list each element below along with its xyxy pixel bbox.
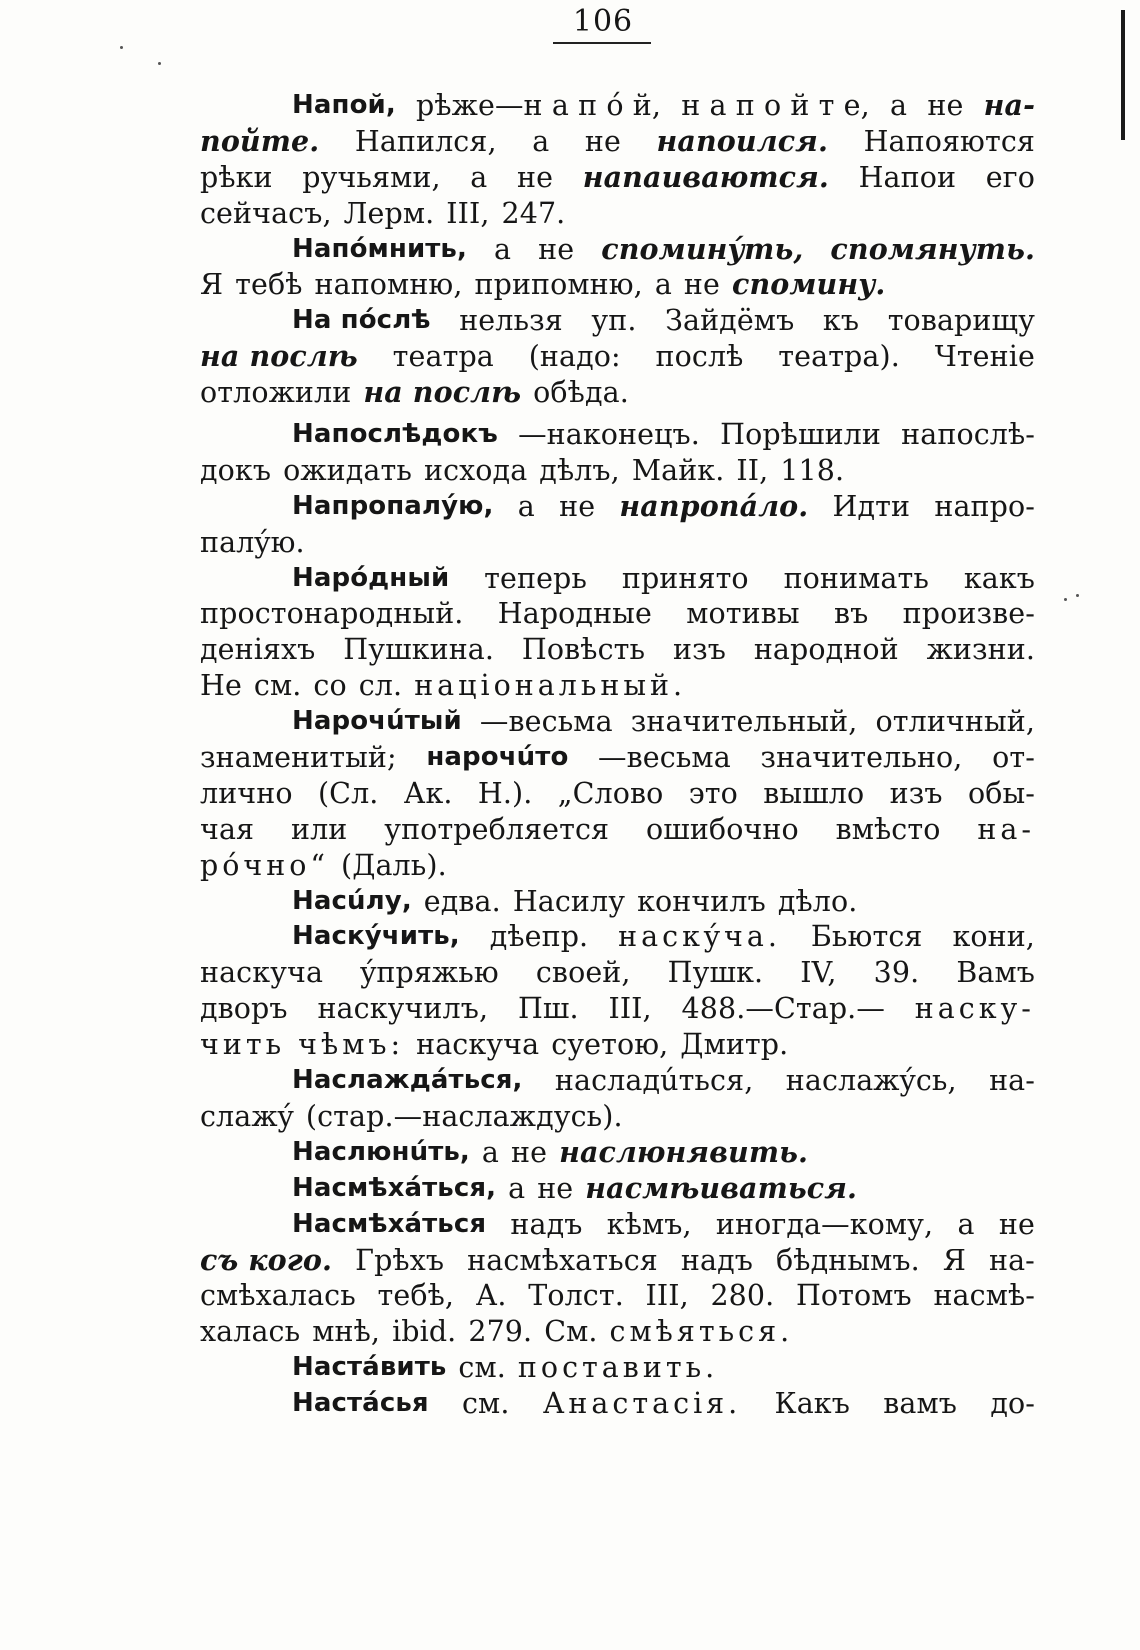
headword: нарочúто [426, 742, 569, 773]
headword: Напослѣдокъ [292, 419, 498, 450]
word: или [290, 812, 348, 846]
text-line [200, 740, 1035, 776]
word: „Слово [557, 776, 664, 810]
word: II, [736, 453, 769, 487]
word: не [517, 160, 554, 194]
word: III, [608, 992, 652, 1026]
spaced-word: смѣяться. [609, 1315, 794, 1349]
text-line [200, 1386, 1035, 1422]
word: кони, [952, 920, 1035, 954]
word: дворъ [200, 992, 288, 1026]
word: отложили [200, 376, 352, 410]
text-line [200, 1027, 1035, 1063]
word: Напился, [354, 124, 497, 158]
word: ожидать [283, 453, 412, 487]
word: припомню, [474, 268, 643, 302]
word: дѣепр. [489, 920, 589, 954]
word: Напои [858, 160, 957, 194]
word: Пушк. [667, 956, 764, 990]
word: Лерм. [343, 196, 435, 230]
word: ручьями, [302, 160, 441, 194]
word: своей, [535, 956, 631, 990]
word: Ак. [403, 776, 453, 810]
word: ýпряжью [360, 956, 499, 990]
italic-word: насмѣиваться. [585, 1170, 857, 1205]
text-line [200, 596, 1035, 632]
headword: Нарóдный [292, 562, 450, 593]
page-number: 106 [572, 4, 634, 39]
word: докъ [200, 453, 272, 487]
dictionary-text [200, 88, 1035, 1422]
word: насмѣхаться [467, 1243, 658, 1277]
word: дѣлъ, [539, 453, 620, 487]
word: См. [544, 1315, 598, 1349]
spaced-word: чить чѣмъ: [200, 1028, 405, 1062]
scan-speck [1076, 594, 1079, 597]
word: изъ [672, 633, 726, 667]
word: н а п о й т е, [681, 89, 870, 122]
word: 247. [501, 196, 566, 230]
word: Дмитр. [680, 1028, 789, 1062]
word: Чтеніе [934, 340, 1035, 374]
word: а [481, 1135, 499, 1169]
headword: Напой, [292, 90, 396, 120]
text-line [200, 375, 1035, 411]
spaced-word: на- [977, 812, 1035, 846]
word: 118. [780, 453, 845, 487]
word: обы- [967, 776, 1035, 810]
word: мнѣ, [312, 1315, 381, 1349]
word: Толст. [528, 1279, 624, 1313]
word: Напояются [863, 124, 1035, 158]
word: насладúться, [554, 1064, 754, 1098]
word: отличный, [875, 705, 1035, 739]
word: см. [458, 1351, 506, 1385]
headword: Насмѣхáться, [292, 1172, 497, 1203]
word: къ [822, 304, 860, 338]
word: простонародный. [200, 597, 464, 631]
text-line [200, 884, 1035, 920]
word: лично [200, 776, 293, 810]
spaced-word: наску- [914, 992, 1035, 1026]
word: суетою, [551, 1028, 669, 1062]
word: едва. [423, 884, 501, 918]
word: а [508, 1171, 526, 1205]
word: не [511, 1135, 548, 1169]
word: теперь [484, 561, 587, 595]
word: —наконецъ. [518, 418, 700, 452]
word: значительно, [760, 741, 963, 775]
word: Грѣхъ [355, 1243, 445, 1277]
word: тебѣ [235, 268, 303, 302]
word: товарищу [887, 304, 1035, 338]
word: а [494, 232, 512, 266]
word: тебѣ, [377, 1279, 455, 1313]
word: напомню, [314, 268, 463, 302]
text-line [200, 303, 1035, 339]
spaced-word: національный. [414, 669, 687, 703]
italic-word: наслюнявить. [559, 1134, 809, 1169]
text-line [200, 561, 1035, 597]
word: А. [475, 1279, 507, 1313]
scan-speck [158, 62, 161, 65]
word: смѣхалась [200, 1279, 356, 1313]
text-line [200, 812, 1035, 848]
text-line [200, 160, 1035, 196]
headword: Настáсья [292, 1388, 429, 1419]
word: 280. [710, 1279, 775, 1313]
word: а [890, 89, 908, 122]
text-line [200, 1350, 1035, 1386]
word: напро- [934, 489, 1035, 523]
text-line [200, 1171, 1035, 1207]
text-line [200, 668, 1035, 704]
text-line [200, 776, 1035, 812]
word: ibid. [392, 1315, 457, 1349]
italic-word: напропáло. [619, 488, 809, 523]
word: IV, [800, 956, 837, 990]
word: Повѣсть [521, 633, 646, 667]
italic-word: на послѣ [200, 339, 358, 374]
spaced-word: наскýча. [618, 920, 781, 954]
word: ошибочно [645, 812, 799, 846]
word: исхода [423, 453, 528, 487]
word: а [532, 124, 550, 158]
headword: Насмѣхáться [292, 1208, 487, 1239]
word: Пушкина. [343, 633, 495, 667]
italic-word: спомянуть. [830, 231, 1035, 266]
headword: Настáвить [292, 1352, 447, 1383]
word: изъ [889, 776, 943, 810]
word: Зайдёмъ [665, 304, 795, 338]
word: напослѣ- [901, 418, 1035, 452]
word: от- [992, 741, 1035, 775]
word: Пш. [517, 992, 579, 1026]
word: палýю. [200, 525, 305, 559]
word: (стар.—наслаждусь). [305, 1099, 623, 1133]
word: Потомъ [795, 1279, 912, 1313]
word: его [985, 160, 1035, 194]
word: халась [200, 1315, 301, 1349]
word: послѣ [655, 340, 744, 374]
margin-rule [1121, 10, 1125, 140]
word: а [517, 489, 535, 523]
word: въ [833, 597, 869, 631]
text-line [200, 848, 1035, 884]
word: —весьма [598, 741, 731, 775]
text-line [200, 267, 1035, 303]
word: на- [989, 1064, 1035, 1098]
word: это [688, 776, 738, 810]
word: слажý [200, 1099, 294, 1133]
word: Я [942, 1243, 966, 1277]
word: (Даль). [340, 848, 447, 882]
word: кончилъ [637, 884, 766, 918]
text-line [200, 991, 1035, 1027]
word: какъ [963, 561, 1035, 595]
text-line [200, 1314, 1035, 1350]
headword: Насúлу, [292, 885, 412, 916]
scan-speck [120, 46, 123, 49]
word: понимать [783, 561, 929, 595]
word: вамъ [883, 1387, 957, 1421]
italic-word: споминýть, [601, 231, 804, 266]
word: надъ [680, 1243, 753, 1277]
word: III, [645, 1279, 689, 1313]
word: (Сл. [317, 776, 379, 810]
word: иногда—кому, [715, 1207, 934, 1241]
word: 279. [468, 1315, 533, 1349]
headword: Наслюнúть, [292, 1136, 470, 1167]
headword: Напропалýю, [292, 490, 494, 521]
word: Какъ [774, 1387, 850, 1421]
headword: Наслаждáться, [292, 1065, 523, 1096]
text-line [200, 525, 1035, 561]
word: Не [200, 669, 242, 703]
word: знаменитый; [200, 741, 397, 775]
word: Насилу [512, 884, 626, 918]
word: рѣки [200, 160, 273, 194]
word: со [313, 669, 347, 703]
word: кѣмъ, [606, 1207, 692, 1241]
text-line [200, 955, 1035, 991]
spaced-word: поставить. [517, 1351, 719, 1385]
text-line [200, 632, 1035, 668]
word: III, [446, 196, 490, 230]
italic-word: на- [983, 88, 1035, 122]
word: Бьются [810, 920, 923, 954]
text-line [200, 1099, 1035, 1135]
word: театра). [778, 340, 900, 374]
word: надъ [510, 1207, 583, 1241]
italic-word: напаиваются. [582, 159, 829, 194]
word: не [927, 89, 964, 122]
scan-speck [1064, 598, 1067, 601]
text-line [200, 124, 1035, 160]
italic-word: напоился. [656, 123, 828, 158]
word: мотивы [686, 597, 800, 631]
word: обѣда. [533, 376, 629, 410]
text-line [200, 88, 1035, 124]
word: —весьма [479, 705, 613, 739]
italic-word: на послѣ [363, 375, 522, 410]
spaced-word: рóчно“ [200, 848, 329, 882]
text-line [200, 1207, 1035, 1243]
word: не [559, 489, 596, 523]
word: бѣднымъ. [776, 1243, 920, 1277]
word: не [683, 268, 720, 302]
word: наскучилъ, [317, 992, 489, 1026]
text-line [200, 417, 1035, 453]
text-line [200, 919, 1035, 955]
word: не [537, 1171, 574, 1205]
word: см. [253, 669, 302, 703]
word: а [957, 1207, 975, 1241]
word: (надо: [528, 340, 621, 374]
word: Порѣшили [720, 418, 881, 452]
text-line [200, 232, 1035, 268]
word: не [998, 1207, 1035, 1241]
word: насмѣ- [933, 1279, 1035, 1313]
word: Идти [832, 489, 911, 523]
word: Народные [497, 597, 652, 631]
word: см. [462, 1387, 510, 1421]
word: деніяхъ [200, 633, 316, 667]
word: принято [621, 561, 749, 595]
word: наскуча [200, 956, 324, 990]
word: до- [990, 1387, 1035, 1421]
word: произве- [902, 597, 1035, 631]
text-line [200, 1278, 1035, 1314]
word: 488.—Стар.— [681, 992, 885, 1026]
word: Вамъ [956, 956, 1035, 990]
word: народной [753, 633, 899, 667]
text-line [200, 196, 1035, 232]
word: Майк. [631, 453, 725, 487]
headword: Нарочúтый [292, 706, 462, 737]
word: 39. [873, 956, 920, 990]
text-line [200, 453, 1035, 489]
word: употребляется [384, 812, 610, 846]
italic-word: пойте. [200, 123, 320, 158]
word: театра [392, 340, 494, 374]
word: не [538, 232, 575, 266]
page-number-rule [553, 42, 651, 44]
text-line [200, 489, 1035, 525]
word: вмѣсто [835, 812, 941, 846]
word: значительный, [630, 705, 858, 739]
word: а [470, 160, 488, 194]
text-line [200, 1135, 1035, 1171]
text-line [200, 1243, 1035, 1279]
word: чая [200, 812, 255, 846]
text-line [200, 704, 1035, 740]
word: на- [989, 1243, 1035, 1277]
word: сл. [358, 669, 403, 703]
word: нельзя [459, 304, 563, 338]
spaced-word: Анастасія. [542, 1387, 742, 1421]
text-line [200, 339, 1035, 375]
headword: Напóмнить, [292, 233, 467, 264]
word: жизни. [926, 633, 1035, 667]
headword: Наскýчить, [292, 921, 460, 952]
word: Я [200, 268, 224, 302]
text-line [200, 1063, 1035, 1099]
word: наслажýсь, [785, 1064, 957, 1098]
italic-word: съ кого. [200, 1242, 333, 1277]
word: не [584, 124, 621, 158]
word: рѣже—н а п ó й, [416, 89, 661, 122]
word: сейчасъ, [200, 196, 332, 230]
italic-word: спомину. [731, 267, 886, 302]
word: Н.). [477, 776, 533, 810]
word: а [654, 268, 672, 302]
word: дѣло. [777, 884, 858, 918]
word: вышло [763, 776, 865, 810]
word: наскуча [416, 1028, 540, 1062]
word: уп. [591, 304, 637, 338]
headword: На пóслѣ [292, 305, 431, 336]
